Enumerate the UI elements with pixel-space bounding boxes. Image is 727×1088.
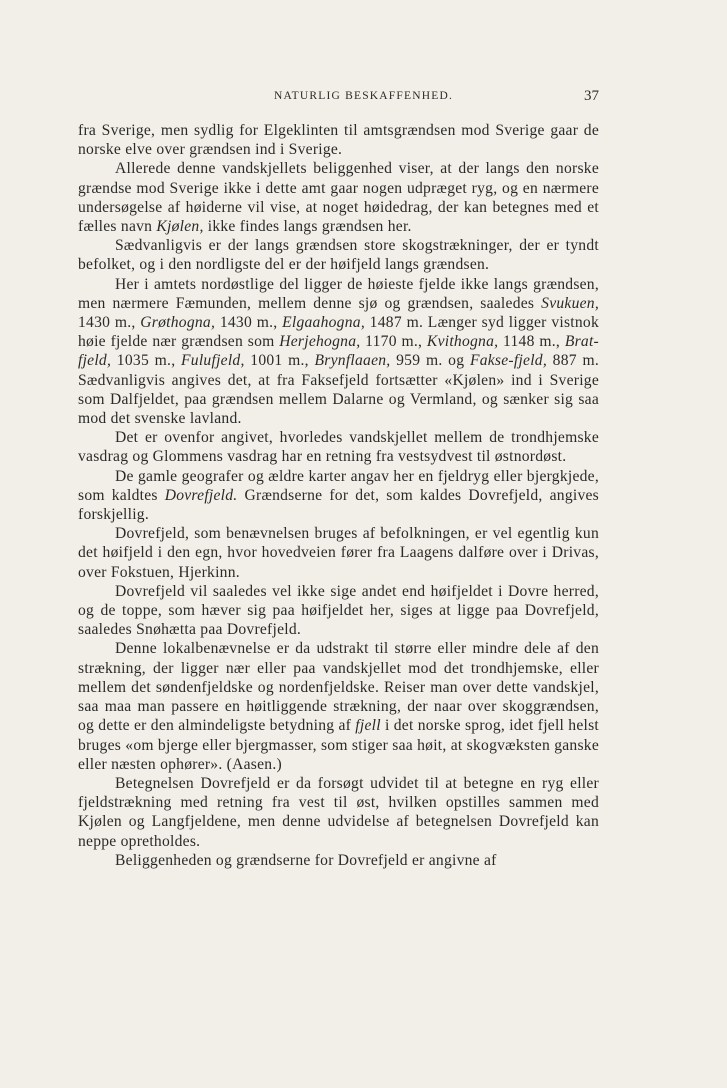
term-fjell: fjell [355,717,381,735]
place-faksefjeld: Fakse-fjeld, [469,352,547,370]
paragraph-geografer: De gamle geografer og ældre karter angav her en fjeldryg eller bjergkjede, som kaldtes Dovrefjeld. Grændserne for det, som kaldes Dovrefjeld, angives forskjellig. [78,467,599,524]
running-title: NATURLIG BESKAFFENHED. [273,90,454,102]
paragraph-beliggenheden: Beliggenheden og grændserne for Dovrefjeld er angivne af [115,851,497,869]
page-number: 37 [584,88,599,104]
term-dovrefjeld: Dovrefjeld. [164,486,238,504]
paragraph-benaevnelsen: Dovrefjeld, som benævnelsen bruges af befolkningen, er vel egentlig kun det høifjeld i den egn, hvor hovedveien fører fra Laagens dalføre over i Drivas, over Fokstuen, Hjerkinn. [78,525,599,581]
paragraph-lokalbenaevnelse: Denne lokalbenævnelse er da udstrakt til større eller mindre dele af den strækning, der ligger nær eller paa vandskjellet mod det trondhjemske, eller mellem det søndenfjeldske og nordenfjeldske. Reiser man over dette vandskjel, saa maa man passere en høitliggende strækning, der naar over skoggrændsen, og dette er den almindeligste betydning af fjell i det norske sprog, idet fjell helst bruges «om bjerge eller bjergmasser, som stiger saa høit, at skogvæksten ganske eller næsten ophører». (Aasen.) [78,640,599,773]
body-text [78,121,599,870]
term-kjolen: Kjølen, [156,218,204,236]
paragraph-vandskjellet: Det er ovenfor angivet, hvorledes vandskjellet mellem de trondhjemske vasdrag og Glommens vasdrag har en retning fra vestsydvest til østnordøst. [78,429,599,466]
paragraph-fjelde: Her i amtets nordøstlige del ligger de høieste fjelde ikke langs grændsen, men nærmere Fæmunden, mellem denne sjø og grændsen, saaledes Svukuen, 1430 m., Grøthogna, 1430 m., Elgaahogna, 1487 m. Længer syd ligger vistnok høie fjelde nær grændsen som Herjehogna, 1170 m., Kvithogna, 1148 m., Brat-fjeld, 1035 m., Fulufjeld, 1001 m., Brynflaaen, 959 m. og Fakse-fjeld, 887 m. Sædvanligvis angives det, at fra Faksefjeld fortsætter «Kjølen» ind i Sverige som Dalfjeldet, paa grændsen mellem Dalarne og Vermland, og sænker sig saa mod det svenske lavland. [78,275,600,428]
paragraph-dovre-herred: Dovrefjeld vil saaledes vel ikke sige andet end høifjeldet i Dovre herred, og de toppe, som hæver sig paa høifjeldet her, siges at ligge paa Dovrefjeld, saaledes Snøhætta paa Dovrefjeld. [78,582,599,639]
place-fulufjeld: Fulufjeld, [181,352,245,370]
place-svukuen: Svukuen, [541,294,599,312]
place-elgaahogna: Elgaahogna, [282,314,365,332]
place-herjehogna: Herjehogna, [279,333,361,351]
place-grothogna: Grøthogna, [140,314,216,332]
paragraph-betegnelsen: Betegnelsen Dovrefjeld er da forsøgt udvidet til at betegne en ryg eller fjeldstrækning med retning fra vest til øst, hvilken opstilles sammen med Kjølen og Langfjeldene, men denne udvidelse af betegnelsen Dovrefjeld kan neppe opretholdes. [78,774,599,850]
paragraph-vandskjel: Allerede denne vandskjellets beliggenhed viser, at der langs den norske grændse mod Sverige ikke i dette amt gaar nogen udpræget ryg, og en nærmere undersøgelse af høiderne vil vise, at noget høidedrag, der kan betegnes med et fælles navn Kjølen, ikke findes langs grændsen her. [78,160,599,236]
place-brynflaaen: Brynflaaen, [314,352,391,370]
page-header [0,88,727,108]
place-bratfjeld: Brat-fjeld, [78,333,599,370]
paragraph-skogstraekninger: Sædvanligvis er der langs grændsen store skogstrækninger, der er tyndt befolket, og i den nordligste del er der høifjeld langs grændsen. [78,237,599,274]
place-kvithogna: Kvithogna, [426,333,499,351]
paragraph-continuation: fra Sverige, men sydlig for Elgeklinten til amtsgrændsen mod Sverige gaar de norske elve over grændsen ind i Sverige. [78,122,599,159]
